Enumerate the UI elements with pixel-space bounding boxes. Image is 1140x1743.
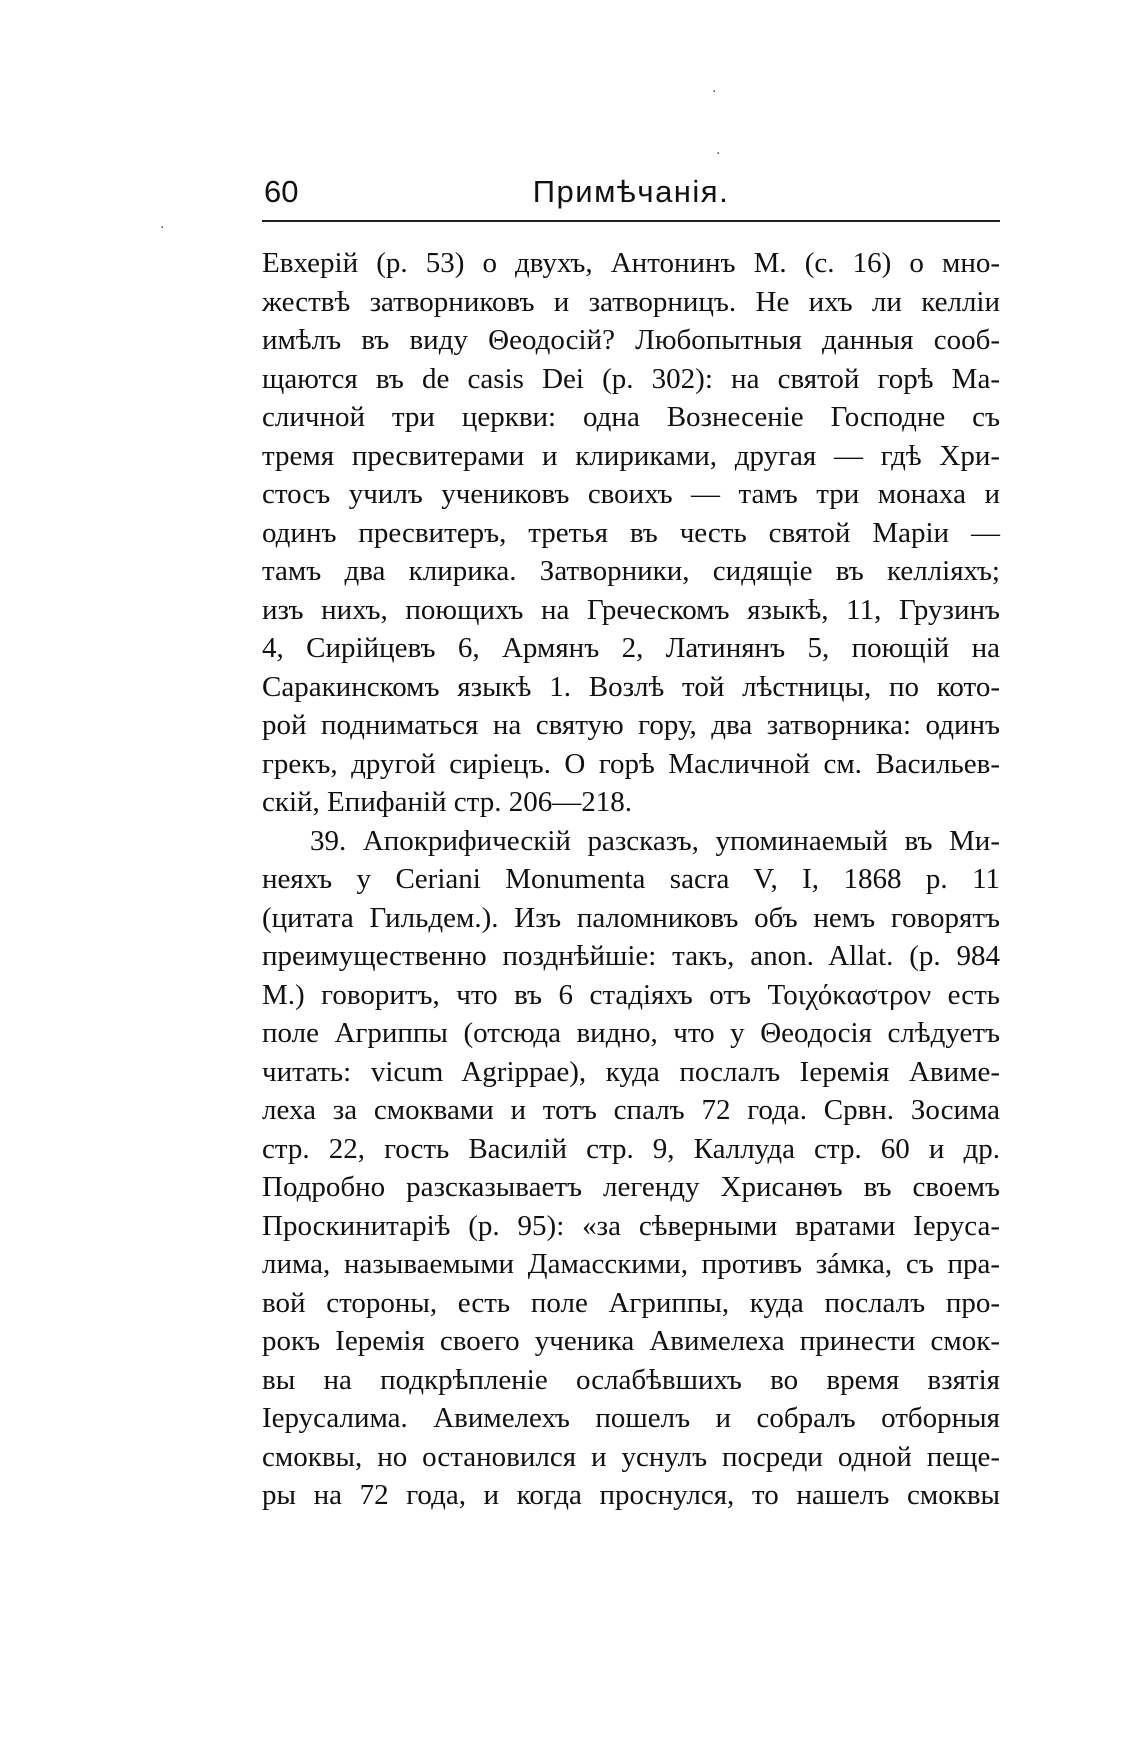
text-line: щаются въ de casis Dei (р. 302): на святой горѣ Ма- — [262, 362, 1000, 395]
paragraph — [262, 822, 1000, 1515]
text-line: вой стороны, есть поле Агриппы, куда послалъ про- — [262, 1286, 1000, 1319]
text-line: ры на 72 года, и когда проснулся, то нашелъ смоквы — [262, 1479, 1000, 1511]
page-body — [262, 244, 1000, 1515]
text-line: имѣлъ въ виду Θеодосій? Любопытныя данныя сооб- — [262, 324, 1000, 356]
text-line: читать: vicum Agrippae), куда послалъ Іеремія Авиме- — [262, 1055, 1000, 1088]
text-line: неяхъ у Ceriani Monumenta sacra V, I, 1868 р. 11 — [262, 863, 1000, 895]
text-line: Подробно разсказываетъ легенду Хрисанѳъ въ своемъ — [262, 1171, 1000, 1203]
text-line: рой подниматься на святую гору, два затворника: одинъ — [262, 709, 1000, 741]
text-line: скій, Епифаній стр. 206—218. — [262, 786, 632, 818]
scan-speck: · — [160, 220, 165, 236]
text-line: 39. Апокрифическій разсказъ, упоминаемый въ Ми- — [310, 824, 1000, 857]
text-line: жествѣ затворниковъ и затворницъ. Не ихъ ли келліи — [262, 285, 1000, 318]
page-header — [262, 172, 1000, 222]
text-line: 4, Сирійцевъ 6, Армянъ 2, Латинянъ 5, поющій на — [262, 632, 1000, 664]
text-line: Саракинскомъ языкѣ 1. Возлѣ той лѣстницы, по кото- — [262, 670, 1000, 703]
text-line: тремя пресвитерами и клириками, другая — гдѣ Хри- — [262, 439, 1000, 472]
text-line: Проскинитаріѣ (р. 95): «за сѣверными вратами Іеруса- — [262, 1209, 1000, 1242]
text-line: Іерусалима. Авимелехъ пошелъ и собралъ отборныя — [262, 1402, 1000, 1434]
page-number: 60 — [264, 174, 299, 209]
text-line: стр. 22, гость Василій стр. 9, Каллуда стр. 60 и др. — [262, 1132, 1000, 1165]
text-line: леха за смоквами и тотъ спалъ 72 года. Срвн. Зосима — [262, 1094, 1000, 1126]
text-line: грекъ, другой сиріецъ. О горѣ Масличной см. Васильев- — [262, 747, 1000, 780]
text-line: изъ нихъ, поющихъ на Греческомъ языкѣ, 11, Грузинъ — [262, 593, 1000, 626]
text-line: Евхерій (р. 53) о двухъ, Антонинъ М. (с. 16) о мно- — [262, 247, 1000, 279]
text-line: (цитата Гильдем.). Изъ паломниковъ объ немъ говорятъ — [262, 901, 1000, 934]
text-line: сличной три церкви: одна Вознесеніе Господне съ — [262, 401, 1000, 433]
paragraph — [262, 244, 1000, 822]
scan-speck: · — [712, 84, 717, 100]
text-line: лима, называемыми Дамасскими, противъ зáмка, съ пра- — [262, 1248, 1000, 1280]
text-line: смоквы, но остановился и уснулъ посреди одной пеще- — [262, 1440, 1000, 1473]
text-line: тамъ два клирика. Затворники, сидящіе въ келліяхъ; — [262, 555, 1000, 587]
text-line: вы на подкрѣпленіе ослабѣвшихъ во время взятія — [262, 1363, 1000, 1396]
text-line: одинъ пресвитеръ, третья въ честь святой Маріи — — [262, 516, 1000, 549]
text-line: стосъ училъ учениковъ своихъ — тамъ три монаха и — [262, 478, 1000, 510]
text-line: М.) говоритъ, что въ 6 стадіяхъ отъ Τοιχόκαστρον есть — [262, 978, 1000, 1011]
text-line: рокъ Іеремія своего ученика Авимелеха принести смок- — [262, 1325, 1000, 1357]
scan-speck: · — [716, 146, 721, 162]
text-line: поле Агриппы (отсюда видно, что у Θеодосія слѣдуетъ — [262, 1017, 1000, 1049]
text-line: преимущественно позднѣйшіе: такъ, anon. Allat. (р. 984 — [262, 940, 1000, 972]
running-title: Примѣчанія. — [532, 174, 730, 209]
